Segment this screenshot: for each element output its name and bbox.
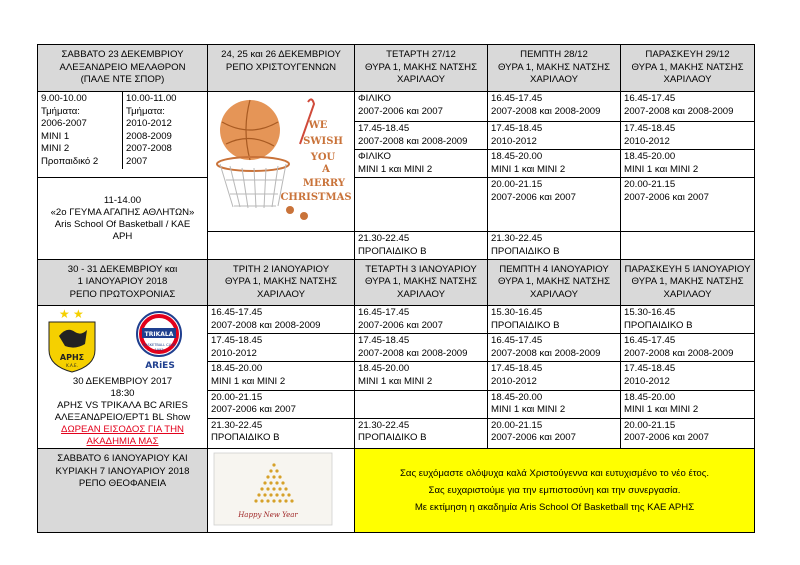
xmas-card-bottom bbox=[208, 232, 355, 260]
schedule-table bbox=[37, 44, 755, 533]
xmas-line-merry: MERRY bbox=[302, 178, 346, 189]
thu4-slot-4: 18.45-20.00 MINI 1 και MINI 2 bbox=[488, 390, 621, 418]
thu28-slot-5: 21.30-22.45 ΠΡΟΠΑΙΔΙΚΟ Β bbox=[488, 232, 621, 260]
tue2-slot-2: 17.45-18.45 2010-2012 bbox=[208, 334, 355, 362]
greeting-line-2: Σας ευχαριστούμε για την εμπιστοσύνη και την συνεργασία. bbox=[428, 484, 681, 496]
aris-logo bbox=[49, 307, 95, 372]
thu28-slot-2: 17.45-18.45 2010-2012 bbox=[488, 122, 621, 150]
wed27-slot-5: 21.30-22.45 ΠΡΟΠΑΙΔΙΚΟ Β bbox=[355, 232, 488, 260]
wed27-slot-1: ΦΙΛΙΚΟ 2007-2006 και 2007 bbox=[355, 92, 488, 122]
fri5-slot-5: 20.00-21.15 2007-2006 και 2007 bbox=[621, 418, 755, 448]
header-wed-27: ΤΕΤΑΡΤΗ 27/12 ΘΥΡΑ 1, ΜΑΚΗΣ ΝΑΤΣΗΣ ΧΑΡΙΛΑΟΥ bbox=[355, 45, 488, 92]
wed3-slot-4 bbox=[355, 390, 488, 418]
game-info-cell bbox=[38, 306, 208, 449]
aris-logo-text: ΑΡΗΣ bbox=[59, 353, 84, 362]
fri29-slot-5 bbox=[621, 232, 755, 260]
header-sat-23: ΣΑΒΒΑΤΟ 23 ΔΕΚΕΜΒΡΙΟΥ ΑΛΕΞΑΝΔΡΕΙΟ ΜΕΛΑΘΡΟΝ (ΠΑΛΕ ΝΤΕ ΣΠΟΡ) bbox=[38, 45, 208, 92]
tue2-slot-3: 18.45-20.00 MINI 1 και MINI 2 bbox=[208, 362, 355, 390]
basketball-xmas-illustration bbox=[208, 92, 355, 228]
fri5-slot-3: 17.45-18.45 2010-2012 bbox=[621, 362, 755, 390]
lunch-event: 11-14.00 «2ο ΓΕΥΜΑ ΑΓΑΠΗΣ ΑΘΛΗΤΩΝ» Aris School Of Basketball / ΚΑΕ ΑΡΗ bbox=[38, 178, 208, 260]
greeting-line-1: Σας ευχόμαστε ολόψυχα καλά Χριστούγεννα και ευτυχισμένο το νέο έτος. bbox=[399, 467, 710, 479]
xmas-greeting bbox=[280, 120, 351, 203]
thu28-slot-1: 16.45-17.45 2007-2008 και 2008-2009 bbox=[488, 92, 621, 122]
trikala-logo-year: 1993 bbox=[154, 348, 163, 352]
header-fri-5: ΠΑΡΑΣΚΕΥΗ 5 ΙΑΝΟΥΑΡΙΟΥ ΘΥΡΑ 1, ΜΑΚΗΣ ΝΑΤΣΗΣ ΧΑΡΙΛΑΟΥ bbox=[621, 260, 755, 306]
thu4-slot-1: 15.30-16.45 ΠΡΟΠΑΙΔΙΚΟ Β bbox=[488, 306, 621, 334]
wed27-slot-3: ΦΙΛΙΚΟ MINI 1 και MINI 2 bbox=[355, 150, 488, 178]
fri5-slot-2: 16.45-17.45 2007-2008 και 2008-2009 bbox=[621, 334, 755, 362]
ornament-icon bbox=[286, 206, 294, 214]
sat-23-split bbox=[38, 92, 207, 169]
trikala-logo-sub: BASKETBALL CLUB bbox=[142, 343, 175, 347]
wed3-slot-1: 16.45-17.45 2007-2006 και 2007 bbox=[355, 306, 488, 334]
xmas-line-christmas: CHRISTMAS bbox=[280, 192, 352, 203]
tue2-slot-1: 16.45-17.45 2007-2008 και 2008-2009 bbox=[208, 306, 355, 334]
header-fri-29: ΠΑΡΑΣΚΕΥΗ 29/12 ΘΥΡΑ 1, ΜΑΚΗΣ ΝΑΤΣΗΣ ΧΑΡΙΛΑΟΥ bbox=[621, 45, 755, 92]
header-wed-3: ΤΕΤΑΡΤΗ 3 ΙΑΝΟΥΑΡΙΟΥ ΘΥΡΑ 1, ΜΑΚΗΣ ΝΑΤΣΗΣ ΧΑΡΙΛΑΟΥ bbox=[355, 260, 488, 306]
new-year-tree-illustration bbox=[208, 449, 355, 529]
slot-10-11: 10.00-11.00 Τμήματα: 2010-2012 2008-2009 2007-2008 2007 bbox=[123, 92, 208, 169]
free-entry-line-2: ΑΚΑΔΗΜΙΑ ΜΑΣ bbox=[86, 436, 159, 447]
wed27-slot-4 bbox=[355, 178, 488, 232]
fri29-slot-2: 17.45-18.45 2010-2012 bbox=[621, 122, 755, 150]
header-thu-28: ΠΕΜΠΤΗ 28/12 ΘΥΡΑ 1, ΜΑΚΗΣ ΝΑΤΣΗΣ ΧΑΡΙΛΑΟΥ bbox=[488, 45, 621, 92]
wed3-slot-3: 18.45-20.00 MINI 1 και MINI 2 bbox=[355, 362, 488, 390]
header-new-year-break: 30 - 31 ΔΕΚΕΜΒΡΙΟΥ και 1 ΙΑΝΟΥΑΡΙΟΥ 2018 ΡΕΠΟ ΠΡΩΤΟΧΡΟΝΙΑΣ bbox=[38, 260, 208, 306]
aris-logo-sub: Κ.Α.Ε. bbox=[65, 363, 78, 368]
thu4-slot-2: 16.45-17.45 2007-2008 και 2008-2009 bbox=[488, 334, 621, 362]
header-epiphany-break: ΣΑΒΒΑΤΟ 6 ΙΑΝΟΥΑΡΙΟΥ ΚΑΙ ΚΥΡΙΑΚΗ 7 ΙΑΝΟΥΑΡΙΟΥ 2018 ΡΕΠΟ ΘΕΟΦΑΝΕΙΑ bbox=[38, 449, 208, 533]
game-details: 30 ΔΕΚΕΜΒΡΙΟΥ 2017 18:30 ΑΡΗΣ VS ΤΡΙΚΑΛΑ BC ARIES ΑΛΕΞΑΝΔΡΕΙΟ/ΕΡΤ1 BL Show ΔΩΡΕΑΝ ΕΙΣΟΔΟΣ ΓΙΑ ΤΗΝ ΑΚΑΔΗΜΙΑ ΜΑΣ bbox=[38, 376, 207, 448]
xmas-line-we: WE bbox=[308, 120, 328, 131]
header-xmas-break: 24, 25 και 26 ΔΕΚΕΜΒΡΙΟΥ ΡΕΠΟ ΧΡΙΣΤΟΥΓΕΝΝΩΝ bbox=[208, 45, 355, 92]
tue2-slot-4: 20.00-21.15 2007-2006 και 2007 bbox=[208, 390, 355, 418]
greeting-message bbox=[355, 449, 755, 533]
xmas-line-swish: SWISH bbox=[303, 136, 343, 147]
free-entry-line-1: ΔΩΡΕΑΝ ΕΙΣΟΔΟΣ ΓΙΑ ΤΗΝ bbox=[61, 424, 184, 435]
greeting-line-3: Με εκτίμηση η ακαδημία Aris School Of Basketball της ΚΑΕ ΑΡΗΣ bbox=[414, 501, 695, 513]
team-logos bbox=[38, 306, 207, 376]
new-year-card-image bbox=[208, 449, 355, 533]
thu28-slot-4: 20.00-21.15 2007-2006 και 2007 bbox=[488, 178, 621, 232]
wed3-slot-5: 21.30-22.45 ΠΡΟΠΑΙΔΙΚΟ Β bbox=[355, 418, 488, 448]
tue2-slot-5: 21.30-22.45 ΠΡΟΠΑΙΔΙΚΟ Β bbox=[208, 418, 355, 448]
star-icon: ★ bbox=[58, 307, 70, 321]
xmas-line-a: A bbox=[322, 164, 330, 175]
schedule-sheet bbox=[37, 44, 754, 519]
header-tue-2: ΤΡΙΤΗ 2 ΙΑΝΟΥΑΡΙΟΥ ΘΥΡΑ 1, ΜΑΚΗΣ ΝΑΤΣΗΣ ΧΑΡΙΛΑΟΥ bbox=[208, 260, 355, 306]
thu28-slot-3: 18.45-20.00 MINI 1 και MINI 2 bbox=[488, 150, 621, 178]
fri5-slot-1: 15.30-16.45 ΠΡΟΠΑΙΔΙΚΟ Β bbox=[621, 306, 755, 334]
trikala-logo-text: TRIKALA bbox=[144, 331, 173, 338]
sat-23-slots bbox=[38, 92, 208, 178]
aries-logo-text: ARiES bbox=[144, 361, 175, 371]
fri29-slot-3: 18.45-20.00 MINI 1 και MINI 2 bbox=[621, 150, 755, 178]
fri5-slot-4: 18.45-20.00 MINI 1 και MINI 2 bbox=[621, 390, 755, 418]
trikala-logo bbox=[137, 312, 181, 371]
logos-svg bbox=[39, 306, 207, 376]
wed3-slot-2: 17.45-18.45 2007-2008 και 2008-2009 bbox=[355, 334, 488, 362]
fri29-slot-4: 20.00-21.15 2007-2006 και 2007 bbox=[621, 178, 755, 232]
star-icon: ★ bbox=[72, 307, 84, 321]
wed27-slot-2: 17.45-18.45 2007-2008 και 2008-2009 bbox=[355, 122, 488, 150]
thu4-slot-5: 20.00-21.15 2007-2006 και 2007 bbox=[488, 418, 621, 448]
xmas-card-image bbox=[208, 92, 355, 232]
slot-9-10: 9.00-10.00 Τμήματα: 2006-2007 MINI 1 MINI 2 Προπαιδικό 2 bbox=[41, 93, 99, 167]
thu4-slot-3: 17.45-18.45 2010-2012 bbox=[488, 362, 621, 390]
xmas-line-you: YOU bbox=[310, 152, 336, 163]
ornament-icon bbox=[300, 212, 308, 220]
header-thu-4: ΠΕΜΠΤΗ 4 ΙΑΝΟΥΑΡΙΟΥ ΘΥΡΑ 1, ΜΑΚΗΣ ΝΑΤΣΗΣ ΧΑΡΙΛΑΟΥ bbox=[488, 260, 621, 306]
fri29-slot-1: 16.45-17.45 2007-2008 και 2008-2009 bbox=[621, 92, 755, 122]
happy-new-year-text: Happy New Year bbox=[238, 511, 298, 519]
